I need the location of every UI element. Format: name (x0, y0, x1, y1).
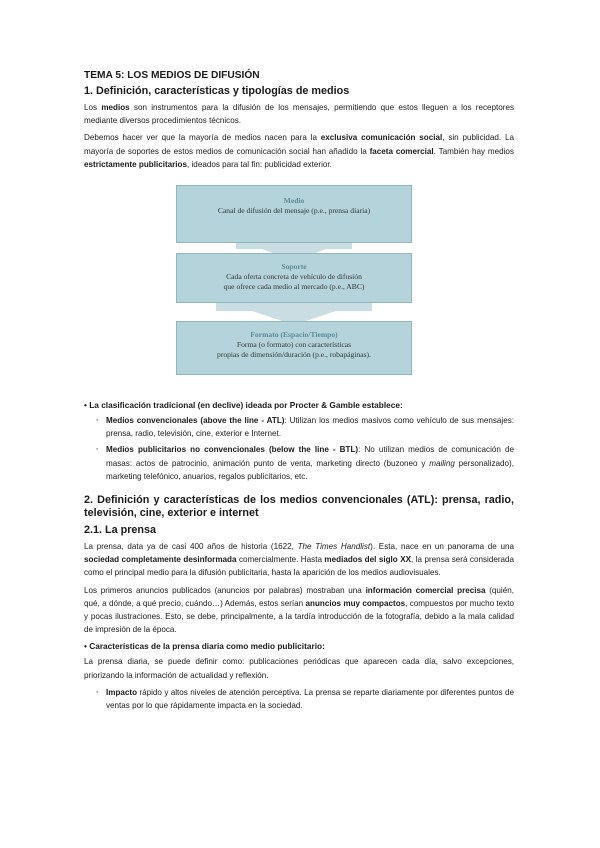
diagram-box-formato-title: Formato (Espacio/Tiempo) (250, 330, 338, 340)
bold-run: estrictamente publicitarios (84, 159, 188, 169)
text-run: Debemos hacer ver que la mayoría de medios nacen para la (84, 133, 321, 143)
media-hierarchy-diagram (176, 185, 412, 375)
section-1-paragraph-1 (84, 101, 514, 127)
document-title: TEMA 5: LOS MEDIOS DE DIFUSIÓN (84, 70, 260, 81)
diagram-box-medio-text: Canal de difusión del mensaje (p.e., prensa diaria) (217, 206, 371, 216)
section-1-paragraph-2 (84, 131, 514, 171)
diagram-box-formato-line-2: propias de dimensión/duración (p.e., robapáginas). (217, 350, 371, 360)
document-page (84, 70, 514, 715)
diagram-box-formato-line-1: Forma (o formato) con características (236, 340, 352, 350)
text-run: comercialmente. Hasta (236, 555, 325, 565)
bold-run: medios (101, 103, 130, 112)
bold-run: información comercial precisa (365, 585, 486, 595)
bold-run: Impacto (106, 687, 138, 697)
bold-run: Medios publicitarios no convencionales (below the line - BTL) (106, 445, 359, 455)
diagram-box-formato (176, 321, 412, 375)
text-run: , sin publicidad. La mayoría de soportes de estos medios de comunicación social han añadido la (84, 133, 514, 156)
section-1-heading: 1. Definición, características y tipologías de medios (84, 85, 350, 97)
diagram-box-medio-title: Medio (283, 196, 305, 206)
bullet-icon: ▪ (96, 688, 99, 696)
text-run: Los (84, 103, 102, 112)
diagram-box-soporte-title: Soporte (281, 262, 307, 272)
classification-item-btl (84, 443, 514, 483)
text-run: La prensa, data ya de casi 400 años de historia (1622, (84, 542, 298, 552)
bold-run: mediados del siglo XX (324, 555, 411, 565)
bullet-icon: ▪ (96, 446, 99, 454)
section-2-1-paragraph-3: La prensa diaria, se puede definir como: publicaciones periódicas que aparecen cada día, salvo excepciones, priorizando la información de actualidad y reflexión. (84, 657, 514, 680)
bold-run: Medios convencionales (above the line - ATL) (106, 416, 285, 426)
text-run: : Utilizan los medios masivos como vehículo de sus mensajes: prensa, radio, televisión, cine, exterior e Internet. (106, 416, 514, 439)
text-run: ). Esta, nace en un panorama de una (370, 542, 515, 552)
text-run: rápido y altos niveles de atención perceptiva. La prensa se reparte diariamente por diferentes puntos de ventas por lo que rápidamente impacta en la sociedad. (106, 687, 514, 711)
italic-run: The Times Handlist (297, 542, 371, 552)
press-characteristic-impact (84, 686, 514, 712)
text-run: . También hay medios (433, 146, 514, 156)
bold-run: exclusiva comunicación social (320, 133, 443, 143)
bold-run: faceta comercial (369, 146, 434, 156)
text-run: , compuestos por mucho texto y pocas ilustraciones. Esto, se debe, principalmente, a la tardía introducción de la fotografía, debido a la mala calidad de impresión de la época. (84, 598, 514, 635)
bold-run: sociedad completamente desinformada (84, 555, 237, 565)
text-run: , la prensa será considerada como el principal medio para la difusión publicitaria, hasta la aparición de los medios audiovisuales. (84, 555, 515, 578)
text-run: personalizado), marketing telefónico, anuarios, regalos publicitarios, etc. (106, 458, 514, 481)
diagram-box-medio (176, 185, 412, 243)
text-run: son instrumentos para la difusión de los mensajes, permitiendo que estos lleguen a los receptores mediante diversos procedimientos técnicos. (84, 103, 514, 126)
section-2-1-paragraph-1 (84, 540, 514, 580)
diagram-box-soporte-line-2: que ofrece cada medio al mercado (p.e., ABC) (223, 282, 365, 292)
classification-heading: • La clasificación tradicional (en declive) ideada por Procter & Gamble establece: (84, 400, 403, 411)
text-run: , ideados para tal fin: publicidad exterior. (187, 159, 332, 169)
bold-run: anuncios muy compactos (305, 598, 406, 608)
text-run: : No utilizan medios de comunicación de masas: actos de patrocinio, animación punto de venta, marketing directo (buzoneo y (106, 445, 514, 468)
text-run: Los primeros anuncios publicados (anuncios por palabras) mostraban una (84, 585, 366, 595)
italic-run: mailing (429, 458, 455, 468)
bullet-icon: ▪ (96, 417, 99, 425)
section-2-1-heading: 2.1. La prensa (84, 524, 157, 537)
section-2-1-paragraph-2 (84, 584, 514, 637)
diagram-box-soporte (176, 253, 412, 303)
press-characteristics-heading: • Características de la prensa diaria como medio publicitario: (84, 641, 325, 652)
text-run: (quién, qué, a dónde, a qué precio, cuándo…) Además, estos serían (84, 585, 514, 608)
classification-item-atl (84, 414, 514, 440)
diagram-box-soporte-line-1: Cada oferta concreta de vehículo de difusión (226, 272, 362, 282)
section-2-heading: 2. Definición y características de los medios convencionales (ATL): prensa, radio, televisión, cine, exterior e internet (84, 494, 514, 520)
